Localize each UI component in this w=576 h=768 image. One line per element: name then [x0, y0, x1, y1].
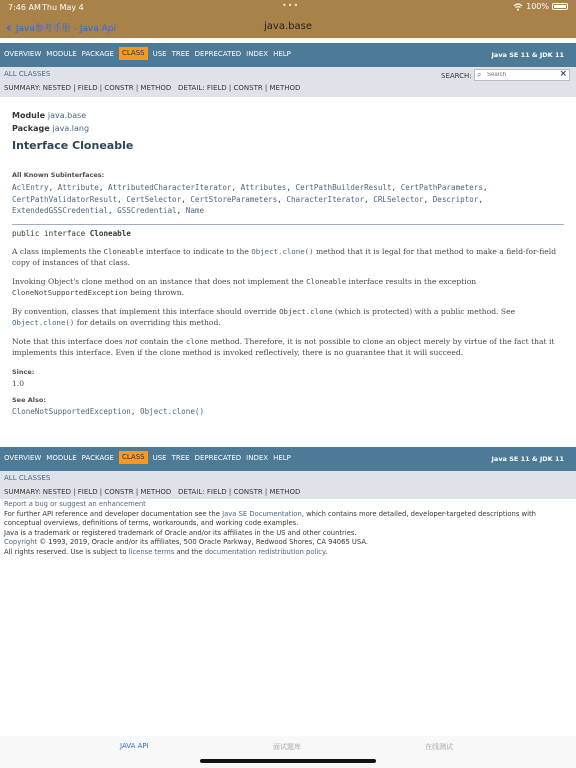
subinterface-link[interactable]: CertPathBuilderResult: [295, 183, 392, 192]
version-label-bottom: Java SE 11 & JDK 11: [491, 455, 564, 463]
package-link[interactable]: java.lang: [52, 124, 90, 133]
nav-module[interactable]: MODULE: [46, 50, 77, 58]
search-icon: ⌕: [477, 70, 482, 79]
nav-class-bottom: CLASS: [119, 451, 148, 464]
object-clone-link-2[interactable]: Object.clone(): [12, 317, 75, 327]
wifi-icon: [513, 3, 523, 11]
all-classes-link-bottom[interactable]: ALL CLASSES: [4, 474, 51, 482]
detail-links-bottom[interactable]: DETAIL: FIELD | CONSTR | METHOD: [178, 488, 301, 496]
description-p2: Invoking Object's clone method on an instance that does not implement the Cloneable interface results in the exception CloneNotSupportedException being thrown.: [12, 277, 477, 297]
subinterface-link[interactable]: CertStoreParameters: [190, 194, 278, 204]
description-p3: By convention, classes that implement this interface should override Object.clone (which is protected) with a public method. See Object.clone() for details on overriding this method.: [12, 307, 516, 327]
subinterface-link[interactable]: CRLSelector: [373, 194, 424, 204]
nav-help[interactable]: HELP: [273, 50, 291, 58]
subinterfaces-list: AclEntry, Attribute, AttributedCharacterIterator, Attributes, CertPathBuilderResult, CertPathParameters, CertPathValidatorResult, CertSelector, CertStoreParameters, CharacterIterator, CRLSelector, Descriptor, ExtendedGSSCredential, GSSCredential, Name: [12, 183, 488, 216]
nav-deprecated[interactable]: DEPRECATED: [194, 50, 242, 58]
battery-icon: [552, 3, 568, 10]
nav-class: CLASS: [119, 47, 148, 60]
clear-icon[interactable]: ×: [559, 69, 567, 79]
subinterface-link[interactable]: Descriptor: [432, 194, 479, 204]
divider: [12, 224, 564, 225]
subinterface-link[interactable]: AclEntry: [12, 183, 49, 192]
package-line: Package java.lang: [12, 124, 90, 133]
tab-java-api[interactable]: JAVA API: [120, 742, 149, 750]
clone-not-supported-link[interactable]: CloneNotSupportedException: [12, 407, 131, 416]
since-value: 1.0: [12, 379, 25, 388]
battery-percent: 100%: [526, 2, 549, 11]
nav-use-bottom[interactable]: USE: [152, 454, 167, 462]
search-input[interactable]: [487, 71, 559, 79]
subinterface-link[interactable]: AttributedCharacterIterator: [108, 183, 232, 192]
since-label: Since:: [12, 368, 35, 376]
nav-index-bottom[interactable]: INDEX: [246, 454, 269, 462]
nav-index[interactable]: INDEX: [246, 50, 269, 58]
module-line: Module java.base: [12, 111, 87, 120]
status-indicators: [513, 2, 568, 11]
description-p1: A class implements the Cloneable interface to indicate to the Object.clone() method that it is legal for that method to make a field-for-field copy of instances of that class.: [12, 247, 557, 267]
subinterface-link[interactable]: ExtendedGSSCredential: [12, 206, 109, 216]
subinterface-link[interactable]: CharacterIterator: [286, 194, 365, 204]
java-se-docs-link[interactable]: Java SE Documentation: [222, 509, 302, 518]
doc-navbar-bottom: [0, 447, 576, 471]
subinterface-link[interactable]: Name: [185, 206, 205, 216]
subinterface-link[interactable]: Attribute: [57, 183, 99, 192]
tab-interview-questions[interactable]: 面试题库: [273, 743, 301, 751]
app-top-bar: [0, 0, 576, 38]
report-bug-link[interactable]: Report a bug or suggest an enhancement: [4, 500, 146, 508]
tab-bar: [0, 736, 576, 768]
subnav-bottom: [0, 471, 576, 499]
nav-help-bottom[interactable]: HELP: [273, 454, 291, 462]
legal-footer: Report a bug or suggest an enhancement For further API reference and developer documentation see the Java SE Documentation, which contains more detailed, developer-targeted descriptions with conceptual overviews, definitions of terms, workarounds, and working code examples. Java is a trademark or registered trademark of Oracle and/or its affiliates in the US and other countries. Copyright © 1993, 2019, Oracle and/or its affiliates, 500 Oracle Parkway, Redwood Shores, CA 94065 USA. All rights reserved. Use is subject to license terms and the documentation redistribution policy.: [4, 500, 536, 556]
status-time: 7:46 AM: [8, 3, 41, 12]
nav-tree[interactable]: TREE: [171, 50, 190, 58]
see-also-links: CloneNotSupportedException, Object.clone(): [12, 407, 205, 416]
search-box[interactable]: [474, 69, 570, 81]
description-p4: Note that this interface does not contain the clone method. Therefore, it is not possible to clone an object merely by virtue of the fact that it implements this interface. Even if the clone method is invoked reflectively, there is no guarantee that it will succeed.: [12, 337, 555, 357]
summary-links-bottom[interactable]: SUMMARY: NESTED | FIELD | CONSTR | METHOD: [4, 488, 172, 496]
search-label: SEARCH:: [441, 72, 472, 80]
class-signature: public interface Cloneable: [12, 229, 131, 238]
subinterface-link[interactable]: GSSCredential: [117, 206, 177, 216]
all-classes-link[interactable]: ALL CLASSES: [4, 70, 51, 78]
summary-links[interactable]: SUMMARY: NESTED | FIELD | CONSTR | METHOD: [4, 84, 172, 92]
multitask-dots[interactable]: •••: [282, 1, 300, 10]
nav-module-bottom[interactable]: MODULE: [46, 454, 77, 462]
subinterface-link[interactable]: CertPathValidatorResult: [12, 194, 118, 204]
redistribution-policy-link[interactable]: documentation redistribution policy: [204, 547, 326, 556]
nav-package-bottom[interactable]: PACKAGE: [81, 454, 114, 462]
status-date: Thu May 4: [42, 3, 84, 12]
doc-navbar-top: [0, 43, 576, 67]
home-indicator[interactable]: [200, 759, 376, 763]
nav-deprecated-bottom[interactable]: DEPRECATED: [194, 454, 242, 462]
nav-overview-bottom[interactable]: OVERVIEW: [4, 454, 42, 462]
tab-online-test[interactable]: 在线测试: [425, 743, 453, 751]
version-label: Java SE 11 & JDK 11: [491, 51, 564, 59]
see-also-label: See Also:: [12, 396, 46, 404]
license-terms-link[interactable]: license terms: [128, 547, 175, 556]
nav-title: java.base: [264, 21, 312, 32]
nav-overview[interactable]: OVERVIEW: [4, 50, 42, 58]
nav-use[interactable]: USE: [152, 50, 167, 58]
subinterface-link[interactable]: CertSelector: [126, 194, 182, 204]
chevron-left-icon: ‹: [6, 19, 12, 36]
nav-package[interactable]: PACKAGE: [81, 50, 114, 58]
subinterfaces-label: All Known Subinterfaces:: [12, 171, 105, 179]
detail-links[interactable]: DETAIL: FIELD | CONSTR | METHOD: [178, 84, 301, 92]
back-label: Java参考手册 - Java Api: [15, 24, 117, 34]
object-clone-link[interactable]: Object.clone(): [251, 247, 314, 256]
page-title: Interface Cloneable: [12, 139, 134, 152]
object-clone-link-3[interactable]: Object.clone(): [140, 407, 205, 416]
subinterface-link[interactable]: Attributes: [240, 183, 287, 192]
copyright-link[interactable]: Copyright: [4, 538, 38, 547]
nav-tree-bottom[interactable]: TREE: [171, 454, 190, 462]
module-link[interactable]: java.base: [47, 111, 87, 120]
subinterface-link[interactable]: CertPathParameters: [400, 183, 483, 192]
